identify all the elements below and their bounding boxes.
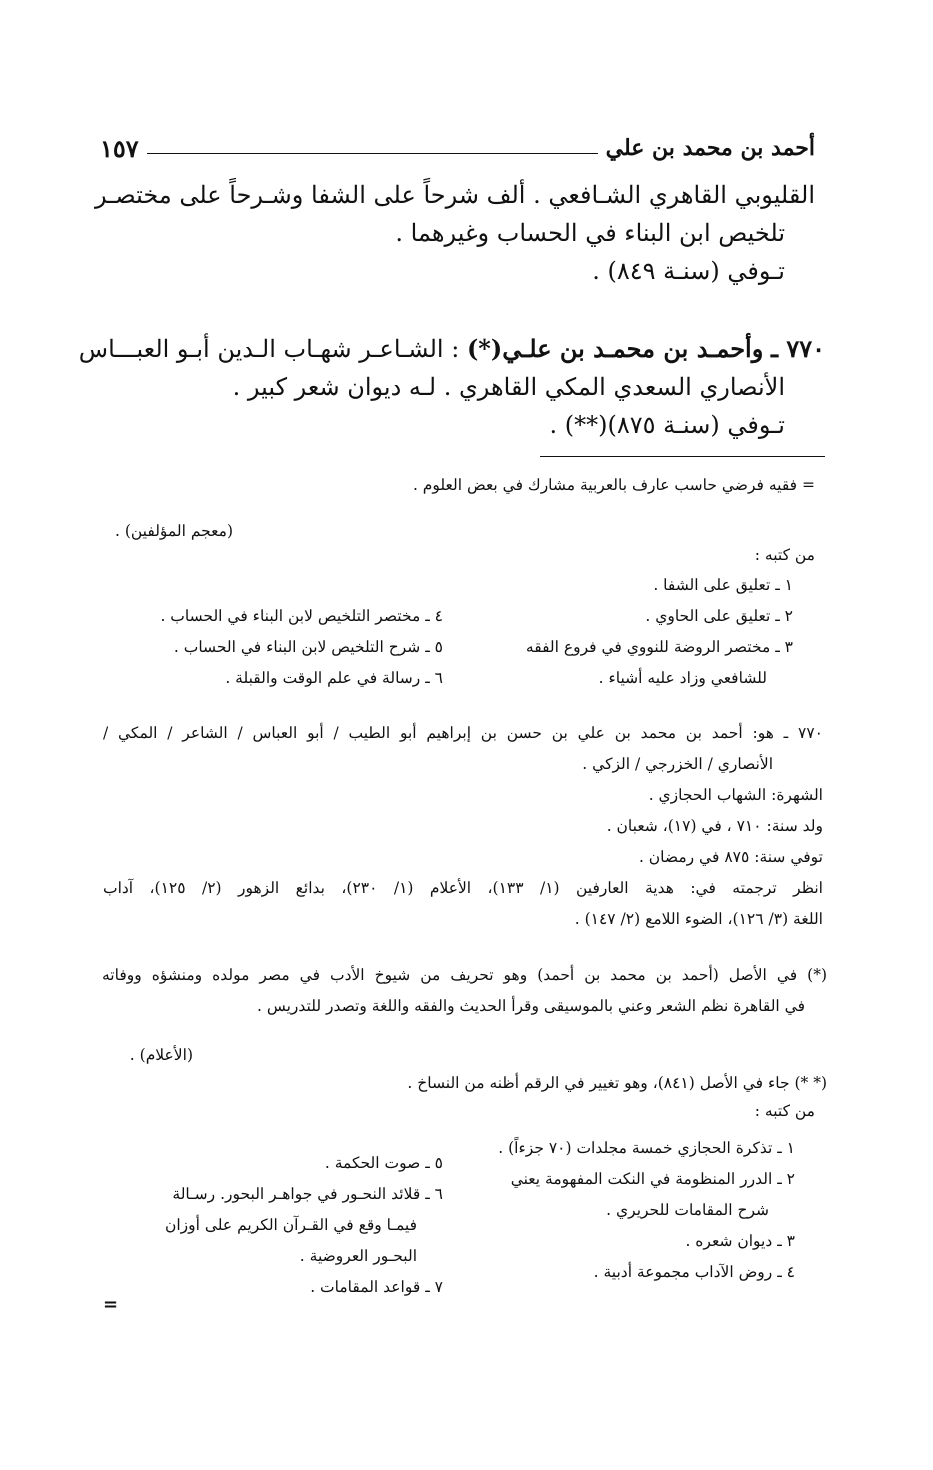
entry-770 [78, 330, 825, 444]
list-item: فيمـا وقع في القـرآن الكريم على أوزان [164, 1216, 417, 1234]
entry-description: : الشـاعـر شهـاب الـدين أبـو العبـــاس [78, 335, 460, 363]
list-item: ٢ ـ تعليق على الحاوي . [645, 607, 793, 625]
main-line: القليوبي القاهري الشـافعي . ألف شرحاً على الشفا وشـرحاً على مختصـر [95, 181, 815, 209]
biography-note [103, 718, 823, 935]
list-item: ٣ ـ ديوان شعره . [685, 1232, 795, 1250]
main-line: تـوفي (سنـة ٨٧٥)(**) . [549, 411, 785, 439]
footnote-separator [540, 456, 825, 457]
main-continuation [95, 176, 815, 290]
list-item: ١ ـ تذكرة الحجازي خمسة مجلدات (٧٠ جزءاً) . [498, 1139, 795, 1157]
footnote-line: اللغة (٣/ ١٢٦)، الضوء اللامع (٢/ ١٤٧) . [574, 910, 823, 928]
footnote-line: = فقيه فرضي حاسب عارف بالعربية مشارك في بعض العلوم . [412, 476, 815, 494]
entry-name: وأحمـد بن محمـد بن علـي(*) [466, 334, 764, 363]
main-line: تـوفي (سنـة ٨٤٩) . [592, 257, 785, 285]
books-heading: من كتبه : [754, 1102, 815, 1120]
entry-heading-line [78, 330, 825, 368]
star-footnote-1 [102, 960, 827, 1022]
list-item: ٣ ـ مختصر الروضة للنووي في فروع الفقه [525, 638, 793, 656]
books-heading: من كتبه : [754, 546, 815, 564]
main-line: الأنصاري السعدي المكي القاهري . لـه ديوان شعر كبير . [232, 373, 785, 401]
header-rule [147, 153, 598, 154]
footnote-source: (الأعلام) . [129, 1046, 193, 1064]
list-item: ٦ ـ قلائد النحـور في جواهـر البحور. رسـالة [172, 1185, 443, 1203]
continuation-mark: = [103, 1294, 119, 1315]
list-item: ٥ ـ صوت الحكمة . [324, 1154, 443, 1172]
books-list-left [165, 1148, 443, 1303]
footnote-source: (معجم المؤلفين) . [114, 522, 233, 540]
footnote-1 [115, 470, 815, 501]
books-list-right [498, 1133, 795, 1288]
list-item: للشافعي وزاد عليه أشياء . [598, 669, 767, 687]
list-item: ٢ ـ الدرر المنظومة في النكت المفهومة يعني [510, 1170, 795, 1188]
footnote-line: ولد سنة: ٧١٠ ، في (١٧)، شعبان . [606, 817, 823, 835]
page-number: ١٥٧ [100, 133, 139, 163]
footnote-line: (* *) جاء في الأصل (٨٤١)، وهو تغيير في الرقم أظنه من النساخ . [407, 1074, 827, 1092]
list-item: ٤ ـ مختصر التلخيص لابن البناء في الحساب . [160, 607, 443, 625]
list-item: ٥ ـ شرح التلخيص لابن البناء في الحساب . [173, 638, 443, 656]
footnote-line: الشهرة: الشهاب الحجازي . [648, 786, 823, 804]
list-item: ٤ ـ روض الآداب مجموعة أدبية . [593, 1263, 795, 1281]
list-item: ٦ ـ رسالة في علم الوقت والقبلة . [225, 669, 443, 687]
page-header [100, 130, 815, 166]
list-item: شرح المقامات للحريري . [606, 1201, 769, 1219]
footnote-line: الأنصاري / الخزرجي / الزكي . [582, 755, 773, 773]
entry-number: ٧٧٠ ـ [770, 334, 825, 363]
footnote-line: في القاهرة نظم الشعر وعني بالموسيقى وقرأ الحديث والفقه واللغة وتصدر للتدريس . [256, 997, 805, 1015]
star-footnote-2 [102, 1068, 827, 1099]
books-list-left [160, 601, 443, 694]
list-item: ١ ـ تعليق على الشفا . [653, 576, 793, 594]
books-list-right [526, 570, 793, 694]
main-line: تلخيص ابن البناء في الحساب وغيرهما . [395, 219, 785, 247]
running-title: أحمد بن محمد بن علي [605, 135, 815, 161]
list-item: البحـور العروضية . [299, 1247, 417, 1265]
footnote-line: توفي سنة: ٨٧٥ في رمضان . [638, 848, 823, 866]
footnote-line: (*) في الأصل (أحمد بن محمد بن أحمد) وهو تحريف من شيوخ الأدب في مصر مولده ومنشؤه ووفاته [102, 966, 827, 984]
list-item: ٧ ـ قواعد المقامات . [310, 1278, 443, 1296]
footnote-line: انظر ترجمته في: هدية العارفين (١/ ١٣٣)، الأعلام (١/ ٢٣٠)، بدائع الزهور (٢/ ١٢٥)، آداب [103, 879, 823, 897]
footnote-line: ٧٧٠ ـ هو: أحمد بن محمد بن علي بن حسن بن إبراهيم أبو الطيب / أبو العباس / الشاعر / المكي / [103, 724, 823, 742]
